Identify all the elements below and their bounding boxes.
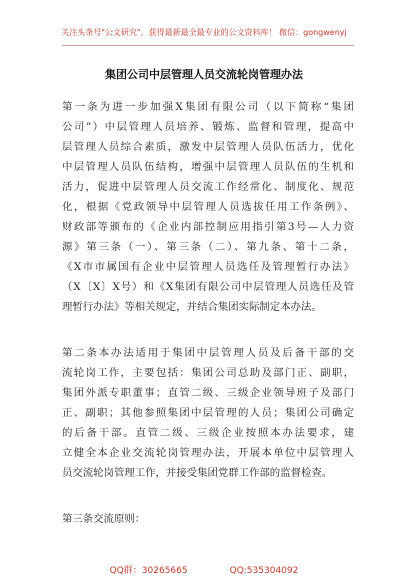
paragraph-1-line: 化，根据《党政领导中层管理人员选拔任用工作条例》、: [62, 201, 354, 213]
paragraph-1-line: 中层管理人员队伍结构，增强中层管理人员队伍的生机和: [62, 161, 354, 173]
footer-contact: [0, 563, 408, 576]
header-divider: [62, 45, 354, 46]
paragraph-1-line: 公司”）中层管理人员培养、锻炼、监督和管理，提高中: [62, 121, 354, 133]
paragraph-1-line: 层管理人员综合素质，激发中层管理人员队伍活力，优化: [62, 141, 354, 153]
footer-qq-group: QQ群：30265665: [109, 566, 188, 576]
paragraph-1-line: 财政部等颁布的《企业内部控制应用指引第3号—人力资: [62, 221, 354, 233]
paragraph-2-line: 流轮岗工作，主要包括：集团公司总助及部门正、副职，: [62, 367, 354, 379]
paragraph-1-line: 《X市市属国有企业中层管理人员选任及管理暂行办法》: [62, 261, 354, 273]
document-title: 集团公司中层管理人员交流轮岗管理办法: [105, 68, 303, 81]
paragraph-2-line: 集团外派专职董事；直管二级、三级企业领导班子及部门: [62, 387, 354, 399]
paragraph-3-line: 第三条交流原则：: [62, 513, 146, 525]
paragraph-2-line: 员交流轮岗管理工作，并接受集团党群工作部的监督检查。: [62, 467, 333, 479]
paragraph-1-line: 第一条为进一步加强X集团有限公司（以下简称“集团: [62, 101, 354, 113]
paragraph-2-line: 立健全本企业交流轮岗管理办法，开展本单位中层管理人: [62, 447, 354, 459]
paragraph-2-line: 第二条本办法适用于集团中层管理人员及后备干部的交: [62, 347, 354, 359]
header-note: 关注头条号"公文研究"，获得最新最全最专业的公文资料库！ 微信：gongwenyj: [61, 28, 347, 37]
footer-qq: QQ:535304092: [229, 566, 299, 576]
paragraph-1-line: （X〔X〕X号）和《X集团有限公司中层管理人员选任及管: [62, 281, 354, 293]
paragraph-2-line: 正、副职；其他参照集团中层管理的人员；集团公司确定: [62, 407, 354, 419]
paragraph-2-line: 的后备干部。直管二级、三级企业按照本办法要求，建: [62, 427, 354, 439]
paragraph-1-line: 活力，促进中层管理人员交流工作经常化、制度化、规范: [62, 181, 354, 193]
paragraph-1-line: 理暂行办法》等相关规定，并结合集团实际制定本办法。: [62, 301, 322, 313]
paragraph-1-line: 源》第三条（一）、第三条（二）、第九条、第十二条，: [62, 241, 354, 253]
